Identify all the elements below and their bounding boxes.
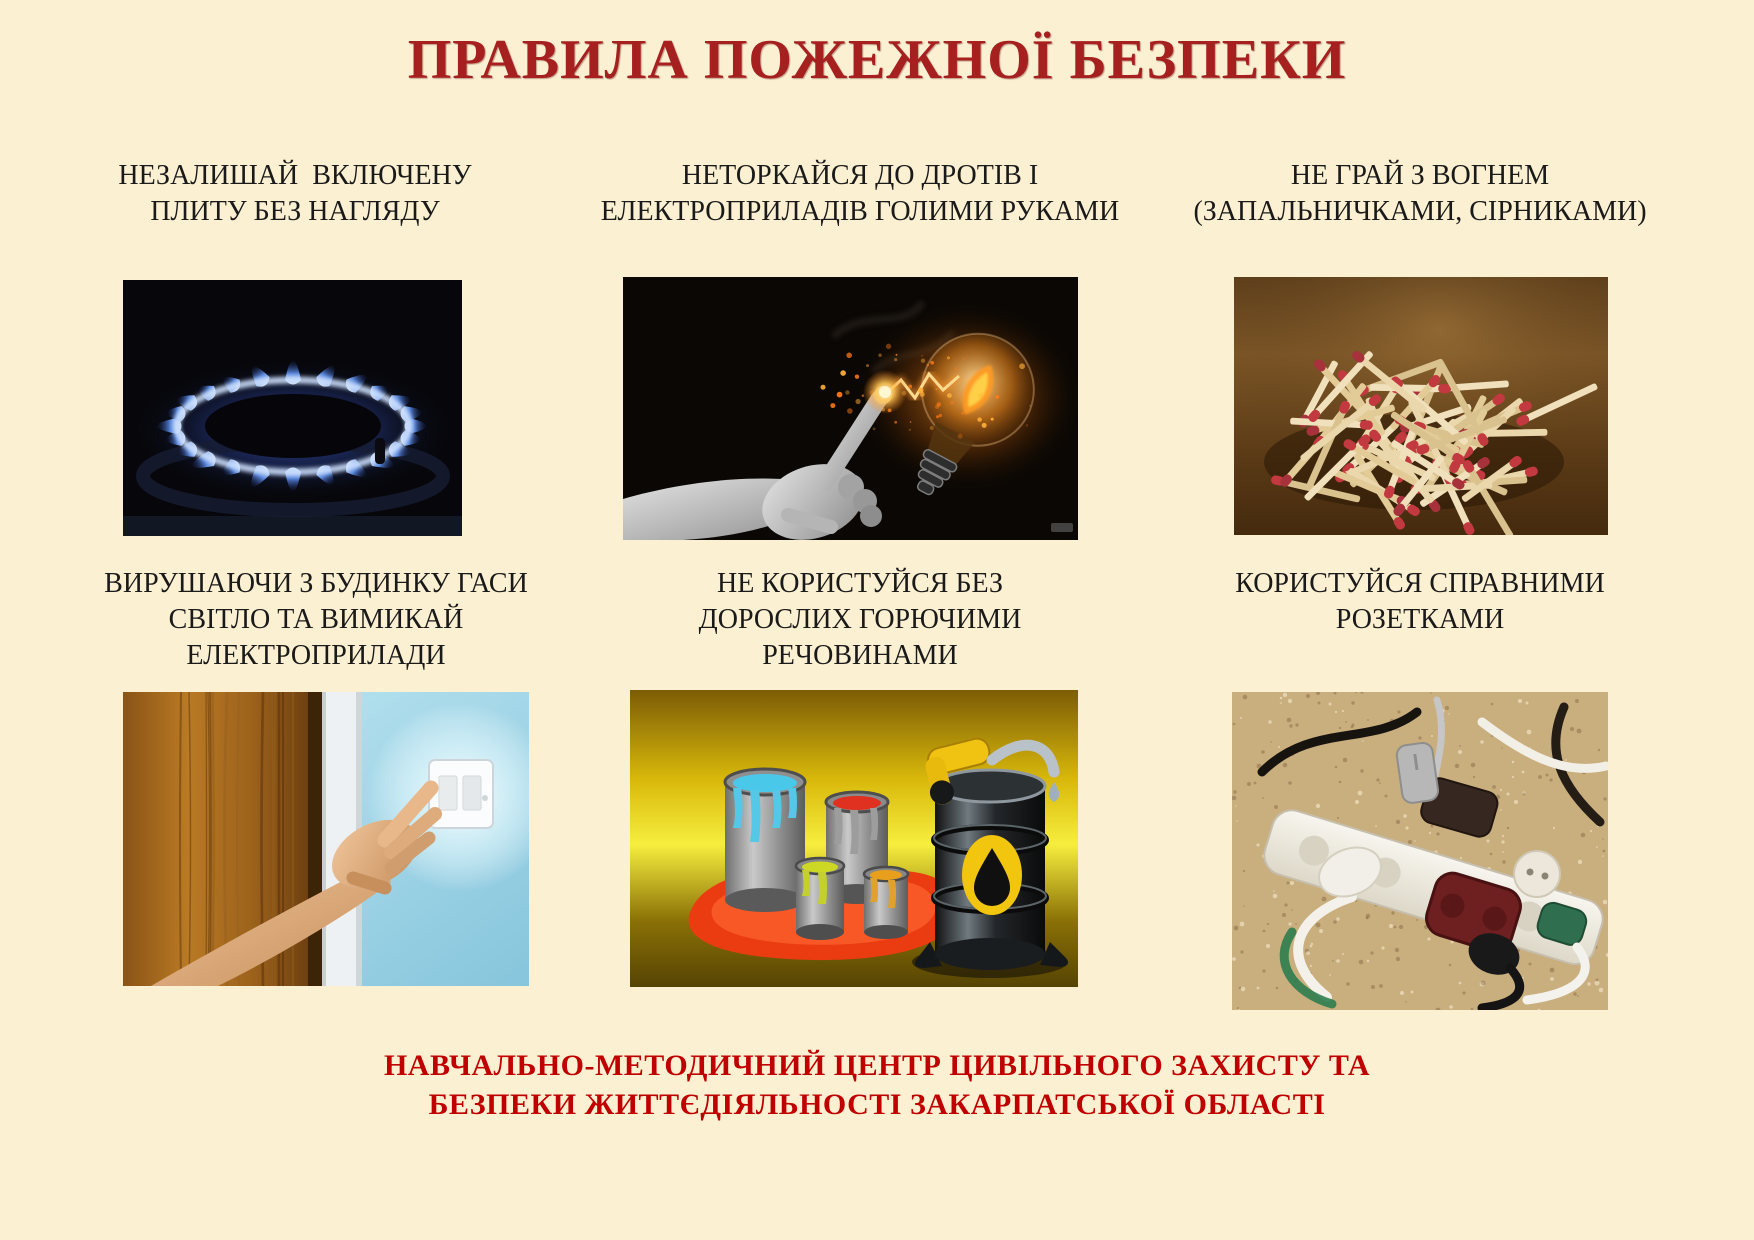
- caption-line: ВИРУШАЮЧИ З БУДИНКУ ГАСИ: [104, 568, 528, 599]
- pile-of-matches-photo: [1234, 277, 1608, 535]
- flammable-liquids-barrel-illustration: [630, 690, 1078, 987]
- caption-line: ЕЛЕКТРОПРИЛАДИ: [186, 640, 446, 671]
- caption-line: НЕ КОРИСТУЙСЯ БЕЗ: [716, 568, 1004, 599]
- hand-touching-sparking-bulb-photo: [623, 277, 1078, 540]
- caption-line: НЕЗАЛИШАЙ ВКЛЮЧЕНУ: [118, 160, 472, 191]
- caption-line: НЕТОРКАЙСЯ ДО ДРОТІВ І: [681, 160, 1039, 191]
- caption-line: НЕ ГРАЙ З ВОГНЕМ: [1290, 160, 1550, 191]
- hand-on-light-switch-photo: [123, 692, 529, 986]
- caption-line: ЕЛЕКТРОПРИЛАДІВ ГОЛИМИ РУКАМИ: [600, 196, 1120, 227]
- power-strip-image: [1232, 692, 1608, 1010]
- caption-fire: [1130, 158, 1710, 230]
- footer-line: НАВЧАЛЬНО-МЕТОДИЧНИЙ ЦЕНТР ЦИВІЛЬНОГО ЗАХИСТУ ТА: [383, 1049, 1371, 1082]
- caption-wires: [590, 158, 1130, 230]
- overloaded-power-strip-photo: [1232, 692, 1608, 1010]
- matches-image: [1234, 277, 1608, 535]
- caption-line: СВІТЛО ТА ВИМИКАЙ: [168, 604, 464, 635]
- gas-burner-photo: [123, 280, 462, 536]
- caption-stove: [50, 158, 540, 230]
- caption-line: РОЗЕТКАМИ: [1335, 604, 1505, 635]
- poster-title: ПРАВИЛА ПОЖЕЖНОЇ БЕЗПЕКИ: [407, 29, 1347, 91]
- gas-burner-image: [123, 280, 462, 536]
- caption-line: ПЛИТУ БЕЗ НАГЛЯДУ: [150, 196, 440, 227]
- footer-credit: [0, 1046, 1754, 1124]
- caption-sockets: [1130, 566, 1710, 638]
- caption-line: ДОРОСЛИХ ГОРЮЧИМИ: [698, 604, 1022, 635]
- caption-line: РЕЧОВИНАМИ: [762, 640, 958, 671]
- light-switch-image: [123, 692, 529, 986]
- flammables-image: [630, 690, 1078, 987]
- sparking-bulb-image: [623, 277, 1078, 540]
- caption-flammables: [590, 566, 1130, 674]
- caption-line: КОРИСТУЙСЯ СПРАВНИМИ: [1235, 568, 1605, 599]
- caption-lights-off: [46, 566, 586, 674]
- caption-line: (ЗАПАЛЬНИЧКАМИ, СІРНИКАМИ): [1193, 196, 1647, 227]
- footer-line: БЕЗПЕКИ ЖИТТЄДІЯЛЬНОСТІ ЗАКАРПАТСЬКОЇ ОБЛАСТІ: [428, 1088, 1326, 1121]
